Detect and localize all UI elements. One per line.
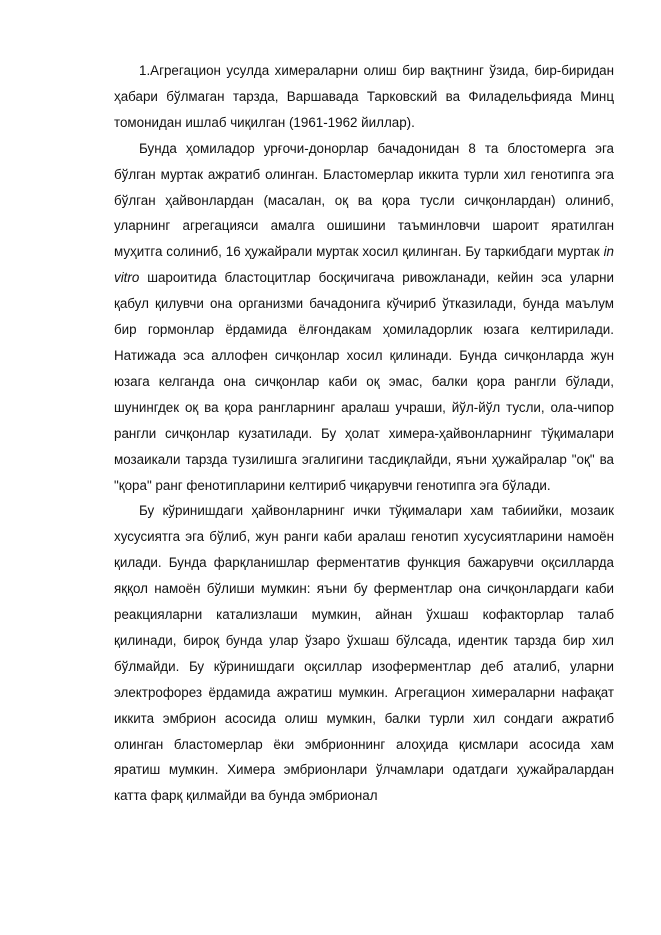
paragraph-3: Бу кўринишдаги ҳайвонларнинг ички тўқималари хам табиийки, мозаик хусусиятга эга бўлиб, жун ранги каби аралаш генотип хусусиятларини намоён қилади. Бунда фарқланишлар ферментатив функция бажарувчи оқсилларда яққол намоён бўлиши мумкин: яъни бу ферментлар она сичқонлардаги каби реакцияларни катализлаши мумкин, айнан ўхшаш кофакторлар талаб қилинади, бироқ бунда улар ўзаро ўхшаш бўлсада, идентик тарзда бир хил бўлмайди. Бу кўринишдаги оқсиллар изоферментлар деб аталиб, уларни электрофорез ёрдамида ажратиш мумкин. Агрегацион химераларни нафақат иккита эмбрион асосида олиш мумкин, балки турли хил сондаги ажратиб олинган бластомерлар ёки эмбрионнинг алоҳида қисмлари асосида хам яратиш мумкин. Химера эмбрионлари ўлчамлари одатдаги ҳужайралардан катта фарқ қилмайди ва бунда эмбрионал — [114, 503, 614, 804]
paragraph-2-text-after: шароитида бластоцитлар босқичигача ривожланади, кейин эса уларни қабул қилувчи она организми бачадонига кўчириб ўтказилади, бунда маълум бир гормонлар ёрдамида ёлғондакам ҳомиладорлик юзага келтирилади. Натижада эса аллофен сичқонлар хосил қилинади. Бунда сичқонларда жун юзага келганда она сичқонлар каби оқ эмас, балки қора рангли бўлади, шунингдек оқ ва қора рангларнинг аралаш учраши, йўл-йўл тусли, ола-чипор рангли сичқонлар кузатилади. Бу ҳолат химера-ҳайвонларнинг тўқималари мозаикали тарзда тузилишга эгалигини тасдиқлайди, яъни ҳужайралар "оқ" ва "қора" ранг фенотипларини келтириб чиқарувчи генотипга эга бўлади. — [114, 270, 614, 493]
paragraph-2 — [114, 136, 614, 499]
paragraph-1: 1.Агрегацион усулда химераларни олиш бир вақтнинг ўзида, бир-биридан ҳабари бўлмаган тарзда, Варшавада Тарковский ва Филадельфияда Минц томонидан ишлаб чиқилган (1961-1962 йиллар). — [114, 63, 614, 130]
document-page — [114, 58, 614, 809]
paragraph-2-text-before: Бунда ҳомиладор урғочи-донорлар бачадонидан 8 та блостомерга эга бўлган муртак ажратиб олинган. Бластомерлар иккита турли хил генотипга эга бўлган ҳайвонлардан (масалан, оқ ва қора тусли сичқонлардан) олиниб, уларнинг агрегацияси амалга ошишини таъминловчи шароит яратилган муҳитга солиниб, 16 ҳужайрали муртак хосил қилинган. Бу таркибдаги муртак — [114, 140, 614, 260]
in-vitro-term: in vitro — [114, 244, 614, 286]
